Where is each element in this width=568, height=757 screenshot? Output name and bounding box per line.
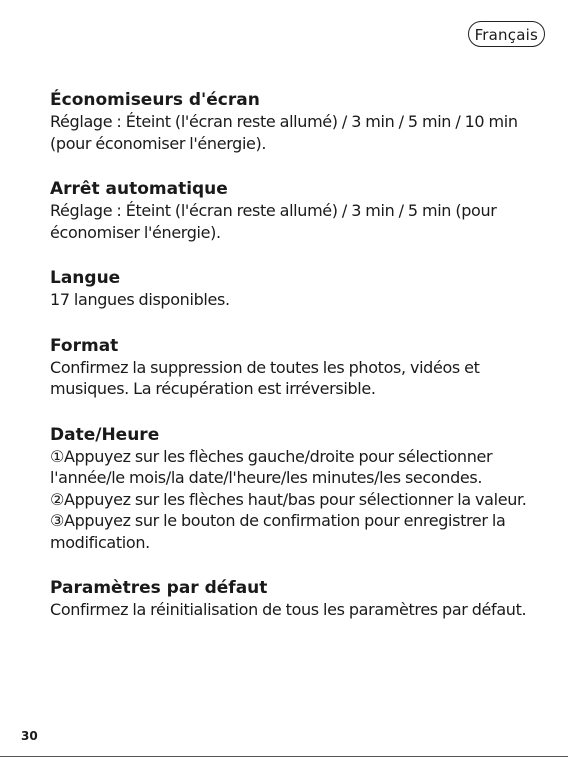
section-default-settings xyxy=(50,577,550,621)
section-format xyxy=(50,335,550,400)
section-body: ①Appuyez sur les flèches gauche/droite pour sélectionner l'année/le mois/la date/l'heure/les minutes/les secondes. ②Appuyez sur les flèches haut/bas pour sélectionner la valeur. ③Appuyez sur le bouton de confirmation pour enregistrer la modification. xyxy=(50,446,527,552)
section-date-time xyxy=(50,424,550,554)
section-screensaver xyxy=(50,89,550,154)
language-badge: Français xyxy=(468,21,545,47)
section-language xyxy=(50,267,550,311)
section-title: Date/Heure xyxy=(50,424,160,445)
section-body: Confirmez la suppression de toutes les photos, vidéos et musiques. La récupération est irréversible. xyxy=(50,357,480,398)
section-title: Langue xyxy=(50,268,121,288)
section-auto-off xyxy=(50,178,550,243)
page-number: 30 xyxy=(21,729,38,743)
section-title: Économiseurs d'écran xyxy=(50,90,260,110)
section-title: Paramètres par défaut xyxy=(50,578,268,598)
settings-content xyxy=(50,89,550,645)
section-body: Réglage : Éteint (l'écran reste allumé) / 3 min / 5 min (pour économiser l'énergie). xyxy=(50,201,497,242)
section-title: Arrêt automatique xyxy=(50,179,228,199)
section-body: Réglage : Éteint (l'écran reste allumé) / 3 min / 5 min / 10 min (pour économiser l'énergie). xyxy=(50,112,518,153)
section-title: Format xyxy=(50,335,119,356)
section-body: 17 langues disponibles. xyxy=(50,290,230,309)
section-body: Confirmez la réinitialisation de tous les paramètres par défaut. xyxy=(50,600,527,619)
